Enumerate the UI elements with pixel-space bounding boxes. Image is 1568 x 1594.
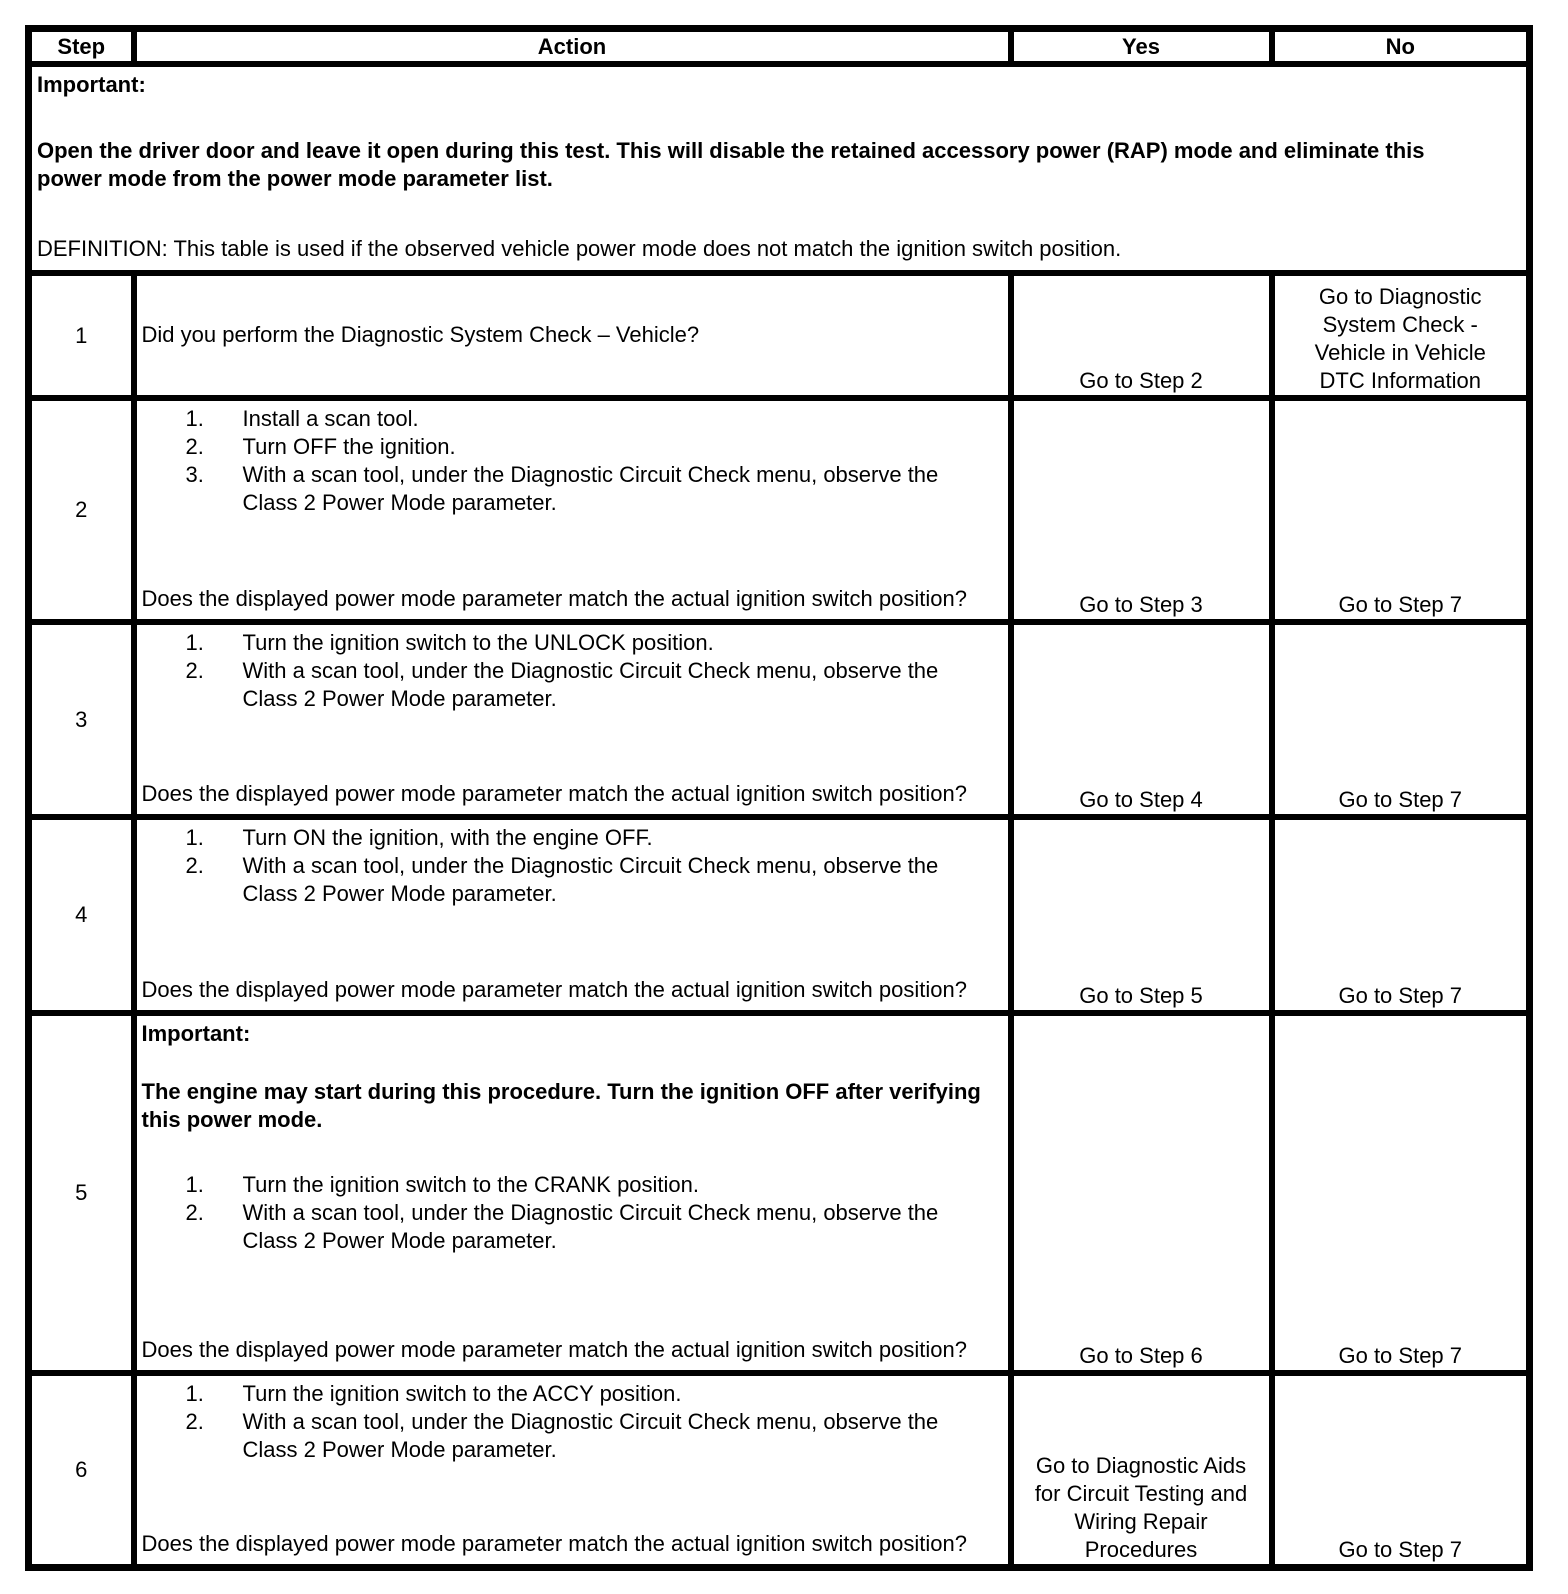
step-number: 4 <box>29 817 134 1013</box>
yes-text: Go to Diagnostic Aids for Circuit Testing and Wiring Repair Procedures <box>1034 1453 1248 1562</box>
no-cell <box>1272 273 1530 398</box>
list-item <box>142 852 1000 908</box>
table-row-step-5 <box>29 1013 1530 1373</box>
list-item-number: 1. <box>185 1381 204 1406</box>
header-row <box>29 29 1530 65</box>
no-cell <box>1272 1013 1530 1373</box>
no-text: Go to Step 7 <box>1338 787 1463 812</box>
list-item <box>142 461 1000 517</box>
list-item-text: Turn OFF the ignition. <box>242 434 456 459</box>
list-item-text: Install a scan tool. <box>242 406 419 431</box>
list-item <box>142 657 1000 713</box>
list-item-number: 2. <box>185 1409 204 1434</box>
action-important-label: Important: <box>141 1021 251 1046</box>
no-text: Go to Step 7 <box>1338 592 1463 617</box>
action-cell <box>134 622 1011 817</box>
yes-text: Go to Step 6 <box>1079 1343 1203 1368</box>
action-list <box>142 824 1000 908</box>
action-list <box>142 1380 1000 1464</box>
table-row-step-3 <box>29 622 1530 817</box>
step-number: 3 <box>29 622 134 817</box>
intro-important-label: Important: <box>37 72 146 97</box>
list-item-text: Turn ON the ignition, with the engine OFF. <box>242 825 653 850</box>
list-item-text: With a scan tool, under the Diagnostic Circuit Check menu, observe the Class 2 Power Mode parameter. <box>242 1200 939 1253</box>
no-cell <box>1272 622 1530 817</box>
yes-cell <box>1011 1373 1272 1568</box>
no-text: Go to Step 7 <box>1338 1537 1463 1562</box>
yes-cell <box>1011 398 1272 622</box>
list-item <box>142 1171 1000 1199</box>
no-cell <box>1272 398 1530 622</box>
header-yes: Yes <box>1011 29 1272 65</box>
list-item <box>142 433 1000 461</box>
header-step: Step <box>29 29 134 65</box>
list-item <box>142 629 1000 657</box>
action-cell <box>134 817 1011 1013</box>
action-list <box>142 1171 1000 1255</box>
spacer <box>37 99 1518 137</box>
action-cell <box>134 398 1011 622</box>
intro-row <box>29 64 1530 273</box>
table-row-step-4 <box>29 817 1530 1013</box>
action-list <box>142 629 1000 713</box>
diagnostic-table-wrap <box>25 25 1533 1571</box>
spacer <box>142 1134 1000 1171</box>
table-row-step-1 <box>29 273 1530 398</box>
step-number: 2 <box>29 398 134 622</box>
action-question: Does the displayed power mode parameter match the actual ignition switch position? <box>141 1337 967 1362</box>
table-row-step-2 <box>29 398 1530 622</box>
no-text: Go to Diagnostic System Check - Vehicle in Vehicle DTC Information <box>1314 284 1486 393</box>
no-cell <box>1272 1373 1530 1568</box>
list-item-number: 1. <box>185 406 204 431</box>
header-no: No <box>1272 29 1530 65</box>
diagnostic-table <box>25 25 1533 1571</box>
yes-cell <box>1011 622 1272 817</box>
action-cell <box>134 1013 1011 1373</box>
yes-text: Go to Step 5 <box>1079 983 1203 1008</box>
action-list <box>142 405 1000 517</box>
action-important-text: The engine may start during this procedure. Turn the ignition OFF after verifying this power mode. <box>141 1079 981 1132</box>
no-cell <box>1272 817 1530 1013</box>
list-item-number: 2. <box>185 658 204 683</box>
action-cell <box>134 1373 1011 1568</box>
yes-cell <box>1011 1013 1272 1373</box>
intro-important-text: Open the driver door and leave it open during this test. This will disable the retained accessory power (RAP) mode and eliminate this power mode from the power mode parameter list. <box>37 138 1425 191</box>
spacer <box>37 193 1518 235</box>
yes-text: Go to Step 2 <box>1079 368 1203 393</box>
list-item-number: 1. <box>185 630 204 655</box>
list-item-number: 2. <box>185 434 204 459</box>
list-item-number: 2. <box>185 1200 204 1225</box>
no-text: Go to Step 7 <box>1338 983 1463 1008</box>
list-item-number: 1. <box>185 825 204 850</box>
list-item <box>142 824 1000 852</box>
list-item-text: With a scan tool, under the Diagnostic Circuit Check menu, observe the Class 2 Power Mode parameter. <box>242 853 939 906</box>
list-item-text: With a scan tool, under the Diagnostic Circuit Check menu, observe the Class 2 Power Mode parameter. <box>242 658 939 711</box>
list-item-text: With a scan tool, under the Diagnostic Circuit Check menu, observe the Class 2 Power Mode parameter. <box>242 462 939 515</box>
list-item <box>142 1199 1000 1255</box>
action-cell <box>134 273 1011 398</box>
list-item-number: 1. <box>185 1172 204 1197</box>
list-item-text: With a scan tool, under the Diagnostic Circuit Check menu, observe the Class 2 Power Mode parameter. <box>242 1409 939 1462</box>
table-row-step-6 <box>29 1373 1530 1568</box>
action-question: Does the displayed power mode parameter match the actual ignition switch position? <box>141 1531 967 1556</box>
step-number: 5 <box>29 1013 134 1373</box>
intro-cell <box>29 64 1530 273</box>
list-item-text: Turn the ignition switch to the ACCY position. <box>242 1381 682 1406</box>
list-item-text: Turn the ignition switch to the CRANK position. <box>242 1172 700 1197</box>
action-question: Does the displayed power mode parameter match the actual ignition switch position? <box>141 781 967 806</box>
list-item-text: Turn the ignition switch to the UNLOCK position. <box>242 630 714 655</box>
list-item <box>142 1380 1000 1408</box>
list-item-number: 3. <box>185 462 204 487</box>
intro-definition: DEFINITION: This table is used if the observed vehicle power mode does not match the ignition switch position. <box>37 236 1122 261</box>
yes-cell <box>1011 273 1272 398</box>
no-text: Go to Step 7 <box>1338 1343 1463 1368</box>
step-number: 6 <box>29 1373 134 1568</box>
list-item-number: 2. <box>185 853 204 878</box>
list-item <box>142 405 1000 433</box>
action-question: Did you perform the Diagnostic System Check – Vehicle? <box>141 321 700 347</box>
action-question: Does the displayed power mode parameter match the actual ignition switch position? <box>141 586 967 611</box>
yes-text: Go to Step 3 <box>1079 592 1203 617</box>
list-item <box>142 1408 1000 1464</box>
spacer <box>142 1048 1000 1078</box>
yes-text: Go to Step 4 <box>1079 787 1203 812</box>
header-action: Action <box>134 29 1011 65</box>
action-question: Does the displayed power mode parameter match the actual ignition switch position? <box>141 977 967 1002</box>
step-number: 1 <box>29 273 134 398</box>
yes-cell <box>1011 817 1272 1013</box>
